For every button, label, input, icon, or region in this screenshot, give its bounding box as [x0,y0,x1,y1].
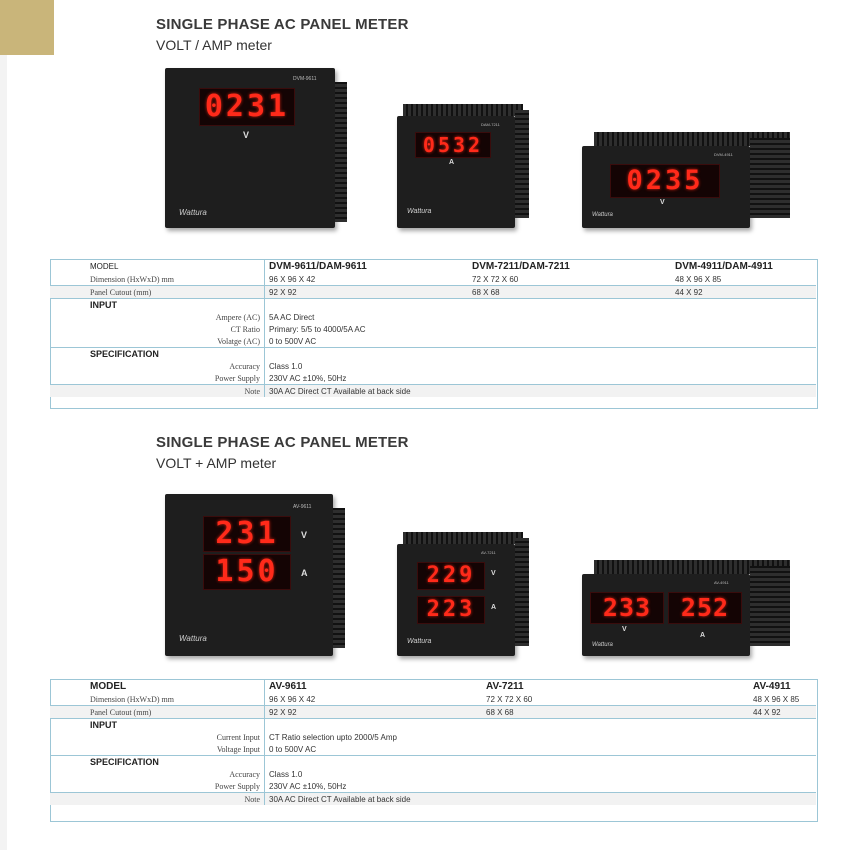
meter-unit-left: V [622,626,627,633]
spec-label: Accuracy [50,360,265,372]
cutout-value: 68 X 68 [468,286,671,299]
spec-table-1 [50,259,816,397]
dimension-value: 48 X 96 X 85 [753,694,800,704]
dimension-value: 72 X 72 X 60 [486,694,533,704]
meter-display-bottom: 150 [203,554,291,590]
cutout-value: 44 X 92 [685,706,816,719]
model-name: AV-7211 [486,680,524,692]
cutout-value: 44 X 92 [671,286,816,299]
meter-av-4911 [582,574,750,656]
input-group-label: INPUT [50,299,265,312]
note-label: Note [50,385,265,398]
meter-display-top: 229 [417,562,485,590]
meter-display-bottom: 223 [417,596,485,624]
note-value: 30A AC Direct CT Available at back side [265,385,817,398]
dimension-value: 96 X 96 X 42 [269,274,316,284]
input-label: CT Ratio [50,323,265,335]
meter-fins [403,532,523,544]
cutout-label: Panel Cutout (mm) [50,286,265,299]
cutout-value: 68 X 68 [468,706,685,719]
brand-logo: Wattura [592,212,613,218]
model-label: MODEL [50,679,265,693]
spec-label: Accuracy [50,768,265,780]
brand-logo: Wattura [407,638,432,645]
input-value: 0 to 500V AC [269,336,317,346]
model-name: DVM-7211/DAM-7211 [472,260,570,272]
note-value: 30A AC Direct CT Available at back side [265,793,817,806]
meter-unit: V [243,130,250,140]
spec-value: Class 1.0 [269,769,303,779]
meter-fins [333,508,345,648]
spec-label: Power Supply [50,372,265,385]
model-label: MODEL [50,259,265,273]
brand-logo: Wattura [179,634,207,643]
meter-display: 0231 [199,88,295,126]
input-label: Ampere (AC) [50,311,265,323]
cutout-label: Panel Cutout (mm) [50,706,265,719]
cutout-value: 92 X 92 [265,706,469,719]
meter-fins [750,566,790,646]
input-label: Current Input [50,731,265,743]
meter-av-9611 [165,494,333,656]
spec-value: Class 1.0 [269,361,303,371]
meter-model-mark: AV-7211 [481,550,496,555]
section2-subtitle: VOLT + AMP meter [156,455,277,471]
note-label: Note [50,793,265,806]
meter-model-mark: DVM-4911 [714,152,733,157]
accent-block [0,0,54,55]
dimension-value: 72 X 72 X 60 [472,274,519,284]
meter-av-7211 [397,544,515,656]
dimension-value: 96 X 96 X 42 [269,694,316,704]
meter-model-mark: AV-4911 [714,580,729,585]
meter-unit: V [660,199,665,206]
input-value: CT Ratio selection upto 2000/5 Amp [269,732,397,742]
meter-model-mark: DVM-9611 [293,76,317,82]
meter-unit-top: V [491,570,496,577]
spec-label: Power Supply [50,780,265,793]
input-group-label: INPUT [50,719,265,732]
dimension-value: 48 X 96 X 85 [675,274,722,284]
meter-dvm-9611 [165,68,335,228]
cutout-value: 92 X 92 [265,286,469,299]
model-name: DVM-9611/DAM-9611 [269,260,367,272]
meter-unit-bottom: A [491,604,497,611]
meter-display: 0235 [610,164,720,198]
brand-logo: Wattura [592,642,613,648]
spec-value: 230V AC ±10%, 50Hz [269,373,347,383]
spec-group-label: SPECIFICATION [50,348,265,361]
input-value: 0 to 500V AC [269,744,317,754]
dimension-label: Dimension (HxWxD) mm [50,273,265,286]
spec-group-label: SPECIFICATION [50,756,265,769]
meter-unit: A [449,159,455,166]
meter-display-top: 231 [203,516,291,552]
meter-display-left: 233 [590,592,664,624]
input-label: Volatge (AC) [50,335,265,348]
section1-title: SINGLE PHASE AC PANEL METER [156,16,409,33]
dimension-label: Dimension (HxWxD) mm [50,693,265,706]
input-label: Voltage Input [50,743,265,756]
meter-unit-bottom: A [301,568,308,578]
page-gutter [0,0,7,850]
model-name: AV-9611 [269,680,307,692]
meter-display-right: 252 [668,592,742,624]
meter-fins [403,104,523,116]
model-name: AV-4911 [753,680,791,692]
model-name: DVM-4911/DAM-4911 [675,260,773,272]
section2-title: SINGLE PHASE AC PANEL METER [156,434,409,451]
meter-fins [335,82,347,222]
meter-model-mark: AV-9611 [293,504,312,510]
meter-model-mark: DAM-7211 [481,122,500,127]
meter-unit-right: A [700,632,706,639]
section1-subtitle: VOLT / AMP meter [156,37,272,53]
meter-unit-top: V [301,530,308,540]
brand-logo: Wattura [179,208,207,217]
spec-value: 230V AC ±10%, 50Hz [269,781,347,791]
input-value: 5A AC Direct [269,312,315,322]
meter-display: 0532 [415,132,491,158]
meter-dam-7211 [397,116,515,228]
meter-fins [515,110,529,218]
brand-logo: Wattura [407,208,432,215]
meter-fins [515,538,529,646]
meter-fins [750,138,790,218]
input-value: Primary: 5/5 to 4000/5A AC [269,324,366,334]
meter-dvm-4911 [582,146,750,228]
spec-table-2 [50,679,816,805]
